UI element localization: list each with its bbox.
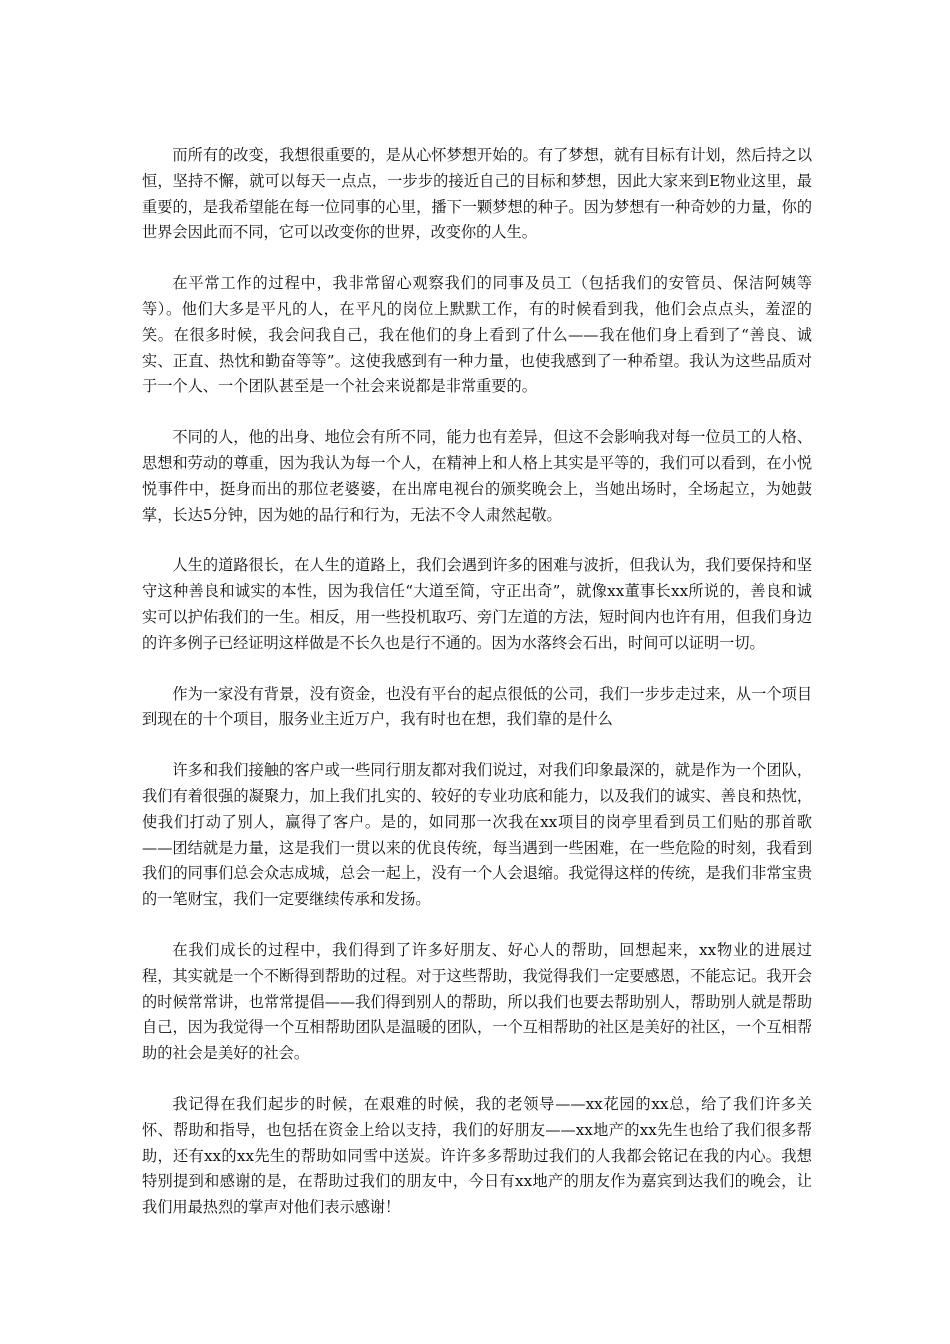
paragraph-5: 作为一家没有背景，没有资金，也没有平台的起点很低的公司，我们一步步走过来，从一个项目到现在的十个项目，服务业主近万户，我有时也在想，我们靠的是什么 [142, 684, 812, 729]
paragraph-6: 许多和我们接触的客户或一些同行朋友都对我们说过，对我们印象最深的，就是作为一个团队，我们有着很强的凝聚力，加上我们扎实的、较好的专业功底和能力，以及我们的诚实、善良和热忱，使我们打动了别人，赢得了客户。是的，如同那一次我在xx项目的岗亭里看到员工们贴的那首歌——团结就是力量，这是我们一贯以来的优良传统，每当遇到一些困难，在一些危险的时刻，我看到我们的同事们总会众志成城，总会一起上，没有一个人会退缩。我觉得这样的传统，是我们非常宝贵的一笔财宝，我们一定要继续传承和发扬。 [142, 761, 812, 909]
paragraph-4: 人生的道路很长，在人生的道路上，我们会遇到许多的困难与波折，但我认为，我们要保持和坚守这种善良和诚实的本性，因为我信任“大道至简，守正出奇”，就像xx董事长xx所说的，善良和诚实可以护佑我们的一生。相反，用一些投机取巧、旁门左道的方法，短时间内也许有用，但我们身边的许多例子已经证明这样做是不长久也是行不通的。因为水落终会石出，时间可以证明一切。 [142, 556, 812, 652]
paragraph-3: 不同的人，他的出身、地位会有所不同，能力也有差异，但这不会影响我对每一位员工的人格、思想和劳动的尊重，因为我认为每一个人，在精神上和人格上其实是平等的，我们可以看到，在小悦悦事件中，挺身而出的那位老婆婆，在出席电视台的颁奖晚会上，当她出场时，全场起立，为她鼓掌，长达5分钟，因为她的品行和行为，无法不令人肃然起敬。 [142, 428, 812, 524]
document-body [142, 143, 812, 1246]
paragraph-1: 而所有的改变，我想很重要的，是从心怀梦想开始的。有了梦想，就有目标有计划，然后持之以恒，坚持不懈，就可以每天一点点，一步步的接近自己的目标和梦想，因此大家来到E物业这里，最重要的，是我希望能在每一位同事的心里，播下一颗梦想的种子。因为梦想有一种奇妙的力量，你的世界会因此而不同，它可以改变你的世界，改变你的人生。 [142, 146, 812, 242]
paragraph-7: 在我们成长的过程中，我们得到了许多好朋友、好心人的帮助，回想起来，xx物业的进展过程，其实就是一个不断得到帮助的过程。对于这些帮助，我觉得我们一定要感恩，不能忘记。我开会的时候常常讲，也常常提倡——我们得到别人的帮助，所以我们也要去帮助别人，帮助别人就是帮助自己，因为我觉得一个互相帮助团队是温暖的团队，一个互相帮助的社区是美好的社区，一个互相帮助的社会是美好的社会。 [142, 940, 812, 1063]
paragraph-8: 我记得在我们起步的时候，在艰难的时候，我的老领导——xx花园的xx总，给了我们许多关怀、帮助和指导，也包括在资金上给以支持，我们的好朋友——xx地产的xx先生也给了我们很多帮助，还有xx的xx先生的帮助如同雪中送炭。许许多多帮助过我们的人我都会铭记在我的内心。我想特别提到和感谢的是，在帮助过我们的朋友中，今日有xx地产的朋友作为嘉宾到达我们的晚会，让我们用最热烈的掌声对他们表示感谢！ [142, 1094, 812, 1217]
paragraph-2: 在平常工作的过程中，我非常留心观察我们的同事及员工（包括我们的安管员、保洁阿姨等等）。他们大多是平凡的人，在平凡的岗位上默默工作，有的时候看到我，他们会点点头，羞涩的笑。在很多时候，我会问我自己，我在他们的身上看到了什么——我在他们身上看到了“善良、诚实、正直、热忱和勤奋等等”。这使我感到有一种力量，也使我感到了一种希望。我认为这些品质对于一个人、一个团队甚至是一个社会来说都是非常重要的。 [142, 274, 812, 396]
